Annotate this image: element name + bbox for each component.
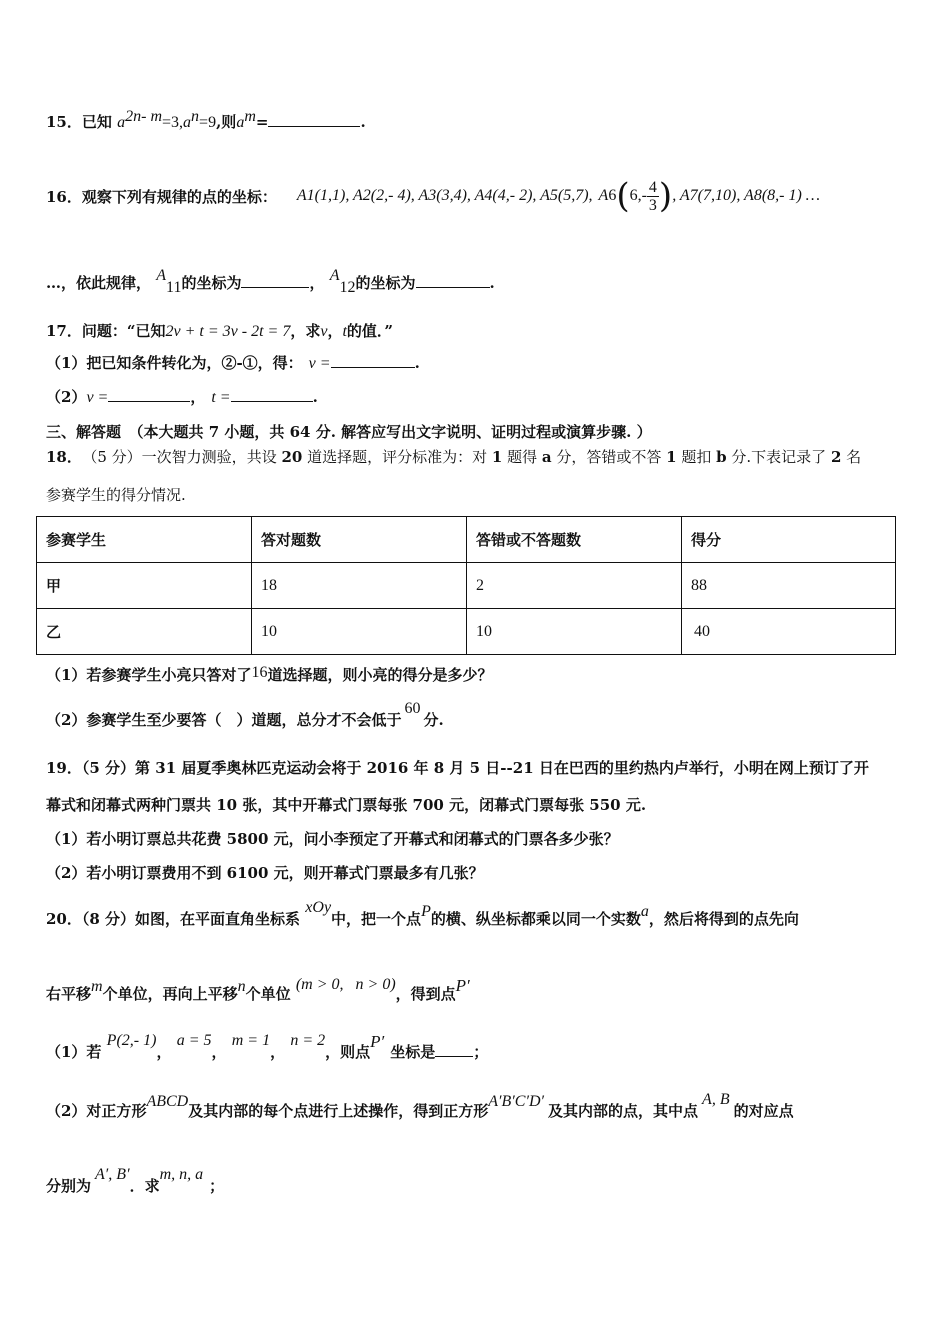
q20-p1-math5: P′ — [370, 1032, 385, 1051]
q16-points-a: A1(1,1), A2(2,- 4), A3(3,4), A4(4,- 2), A5(5,7), — [296, 187, 593, 204]
q18-text-d: 1 — [491, 448, 503, 466]
q18-text-k: 分.下表记录了 — [726, 448, 831, 466]
q16-a12-label: A — [329, 267, 340, 284]
q17-p2-math2: t = — [211, 389, 231, 406]
q17-text3: 的值．” — [346, 322, 394, 340]
question-17-part1 — [46, 352, 420, 373]
q20-text1: （8 分）如图，在平面直角坐标系 — [81, 910, 301, 928]
table-cell: 甲 — [37, 563, 252, 609]
q16-a6-coord: 6,- — [629, 187, 647, 204]
question-17-part2 — [46, 386, 318, 407]
section-3-title: 三、解答题 （本大题共 7 小题，共 64 分. 解答应写出文字说明、证明过程或演算步骤. ） — [46, 423, 652, 441]
q20-text3: 的横、纵坐标都乘以同一个实数 — [430, 910, 641, 928]
q20-p1-text: ，则点 — [325, 1043, 371, 1061]
q17-p2-blank-t[interactable] — [231, 387, 313, 402]
q16-line2-start: …，依此规律， — [46, 274, 152, 292]
q15-text2: ,则 — [216, 113, 237, 131]
question-17 — [46, 320, 393, 341]
q16-points-b: , A7(7,10), A8(8,- 1) … — [672, 187, 821, 204]
table-row — [37, 563, 896, 609]
q18-text-m: 名 — [841, 448, 862, 466]
q20-p1-sep3: ， — [270, 1043, 286, 1061]
q20-math-xoy: xOy — [305, 899, 332, 916]
q18-text-j: b — [716, 448, 727, 466]
q20-p3-math2: m, n, a — [159, 1166, 204, 1183]
q20-p3-math1: A′, B′ — [95, 1166, 130, 1183]
q16-a6-label: A — [598, 187, 609, 204]
q15-math2-base: a — [183, 114, 192, 131]
q16-a6-sub: 6 — [608, 187, 617, 204]
q17-p1-blank[interactable] — [331, 353, 415, 368]
q17-number: 17． — [46, 322, 82, 340]
q20-p2-c: 及其内部的点，其中点 — [548, 1102, 699, 1120]
q20-math-cond: (m > 0, n > 0) — [295, 976, 396, 993]
q15-answer-blank[interactable] — [268, 112, 360, 127]
q17-p2-end: . — [312, 388, 318, 406]
q16-a11-sub: 11 — [166, 279, 182, 296]
table-cell: 10 — [252, 609, 467, 655]
q18-text-i: 题扣 — [676, 448, 717, 466]
q17-p2-blank-v[interactable] — [108, 387, 190, 402]
q16-a6-close-paren: ) — [658, 176, 673, 216]
table-header-cell: 得分 — [682, 517, 896, 563]
table-cell: 18 — [252, 563, 467, 609]
q16-text-mid2: 的坐标为 — [355, 274, 416, 292]
question-20-part3 — [46, 1166, 225, 1196]
q16-a11-blank[interactable] — [241, 273, 309, 288]
q16-text1: 观察下列有规律的点的坐标： — [81, 187, 277, 206]
q20-p1-math1: P(2,- 1) — [106, 1032, 157, 1049]
table-header-cell: 答对题数 — [252, 517, 467, 563]
q15-end: . — [360, 113, 366, 131]
question-18-part2 — [46, 700, 444, 730]
q20-line2-d: ，得到点 — [395, 985, 456, 1003]
q20-number: 20． — [46, 910, 82, 928]
q20-p1-math2: a = 5 — [176, 1032, 212, 1049]
q17-p1-label: （1）把已知条件转化为，②-①，得： — [46, 354, 303, 372]
q20-math-a: a — [640, 903, 649, 920]
question-19: 19．（5 分）第 31 届夏季奥林匹克运动会将于 2016 年 8 月 5 日--21 日在巴西的里约热内卢举行，小明在网上预订了开 — [46, 759, 869, 777]
q18-number: 18． — [46, 448, 82, 466]
q17-p2-sep: ， — [190, 388, 206, 406]
table-cell: 10 — [467, 609, 682, 655]
question-19-line2: 幕式和闭幕式两种门票共 10 张，其中开幕式门票每张 700 元，闭幕式门票每张 550 元. — [46, 796, 647, 814]
q20-p1-end: 坐标是 — [390, 1043, 436, 1061]
question-15 — [46, 108, 366, 132]
q15-math2-rest: =9 — [199, 114, 217, 131]
question-16-line2 — [46, 267, 495, 297]
q17-p2-label: （2） — [46, 388, 87, 406]
q20-line2-b: 个单位，再向上平移 — [102, 985, 238, 1003]
q20-p1-label: （1）若 — [46, 1043, 102, 1061]
q18-text-h: 1 — [666, 448, 677, 466]
q16-a12-sub: 12 — [339, 279, 356, 296]
q16-text-mid1: 的坐标为 — [181, 274, 242, 292]
table-cell: 2 — [467, 563, 682, 609]
q17-p2-math1: v = — [86, 389, 109, 406]
q15-math3-exp: m — [244, 108, 256, 125]
q20-p1-math4: n = 2 — [290, 1032, 326, 1049]
q18-text-a: （5 分）一次智力测验，共设 — [89, 448, 282, 466]
question-18-line2: 参赛学生的得分情况. — [46, 486, 186, 504]
question-19-part1: （1）若小明订票总共花费 5800 元，问小李预定了开幕式和闭幕式的门票各多少张？ — [46, 830, 619, 848]
table-header-cell: 答错或不答题数 — [467, 517, 682, 563]
q17-sep: ， — [327, 322, 343, 340]
q16-a11-label: A — [156, 267, 167, 284]
q20-p2-b: 及其内部的每个点进行上述操作，得到正方形 — [188, 1102, 489, 1120]
q20-line2-a: 右平移 — [46, 985, 92, 1003]
q16-sep: ， — [309, 274, 325, 292]
q15-number: 15． — [46, 113, 82, 131]
q20-p2-math2: A′B′C′D′ — [488, 1093, 545, 1110]
table-header-cell: 参赛学生 — [37, 517, 252, 563]
q16-number: 16． — [46, 187, 82, 206]
q20-text2: 中，把一个点 — [331, 910, 422, 928]
q18-text-c: 道选择题，评分标准为：对 — [302, 448, 492, 466]
q16-a6-fraction — [647, 179, 659, 214]
q15-math1-base: a — [117, 114, 126, 131]
q16-a12-blank[interactable] — [416, 273, 490, 288]
q16-end: . — [489, 274, 495, 292]
q20-p1-blank[interactable] — [435, 1042, 473, 1057]
question-19-part2: （2）若小明订票费用不到 6100 元，则开幕式门票最多有几张？ — [46, 864, 484, 882]
q15-math1-rest: =3, — [162, 114, 184, 131]
question-18 — [46, 446, 861, 467]
q16-a6-den: 3 — [648, 196, 657, 214]
q17-equation: 2v + t = 3v - 2t = 7 — [165, 323, 291, 340]
q15-text3: = — [255, 113, 269, 131]
q15-math2-exp: n — [191, 108, 200, 125]
question-18-part1 — [46, 664, 492, 685]
q18-p2-num: 60 — [404, 700, 421, 717]
question-20 — [46, 899, 799, 929]
q17-var-v: v — [320, 323, 328, 340]
question-20-part2 — [46, 1091, 794, 1121]
q17-p1-end: . — [414, 354, 420, 372]
q18-text-f: a — [541, 448, 552, 466]
q18-p1-a: （1）若参赛学生小亮只答对了 — [46, 666, 252, 684]
q20-p1-math3: m = 1 — [231, 1032, 271, 1049]
q20-p2-math3: A, B — [702, 1091, 730, 1108]
q20-p3-c: ； — [209, 1177, 225, 1195]
q20-text4: ，然后将得到的点先向 — [648, 910, 799, 928]
q20-p3-a: 分别为 — [46, 1177, 92, 1195]
q20-math-m: m — [91, 978, 103, 995]
q18-text-e: 题得 — [502, 448, 542, 466]
q15-text1: 已知 — [81, 113, 112, 131]
q20-math-n: n — [237, 978, 246, 995]
score-table — [36, 516, 896, 655]
q20-math-p: P — [421, 903, 431, 920]
q20-math-pp: P′ — [455, 976, 470, 995]
question-20-line2 — [46, 976, 470, 1004]
q20-p1-tail: ； — [473, 1043, 489, 1061]
table-row — [37, 609, 896, 655]
q18-p1-b: 道选择题，则小亮的得分是多少？ — [267, 666, 493, 684]
q17-var-t: t — [342, 323, 347, 340]
q15-math1-exp: 2n- m — [125, 108, 163, 125]
table-cell: 乙 — [37, 609, 252, 655]
q18-p2-a: （2）参赛学生至少要答（ ）道题，总分才不会低于 — [46, 711, 402, 729]
q18-text-b: 20 — [281, 448, 303, 466]
q18-text-l: 2 — [830, 448, 842, 466]
q15-math3-base: a — [236, 114, 245, 131]
table-header-row — [37, 517, 896, 563]
q16-a6-num: 4 — [648, 178, 657, 196]
q20-p1-sep1: ， — [156, 1043, 172, 1061]
q20-p1-sep2: ， — [211, 1043, 227, 1061]
question-16 — [46, 176, 820, 216]
q17-p1-math: v = — [308, 355, 331, 372]
q20-p2-d: 的对应点 — [733, 1102, 794, 1120]
q18-p1-num: 16 — [251, 664, 268, 681]
q20-p2-a: （2）对正方形 — [46, 1102, 147, 1120]
q16-a6-open-paren: ( — [616, 176, 630, 216]
q17-text2: ，求 — [290, 322, 321, 340]
q18-text-g: 分，答错或不答 — [551, 448, 667, 466]
table-cell: 40 — [682, 609, 896, 655]
question-20-part1 — [46, 1032, 489, 1062]
q20-p3-b: ．求 — [129, 1177, 160, 1195]
q20-line2-c: 个单位 — [245, 985, 291, 1003]
q17-text1: 问题：“已知 — [81, 322, 166, 340]
table-cell: 88 — [682, 563, 896, 609]
q20-p2-math1: ABCD — [146, 1093, 189, 1110]
q18-p2-b: 分. — [423, 711, 444, 729]
